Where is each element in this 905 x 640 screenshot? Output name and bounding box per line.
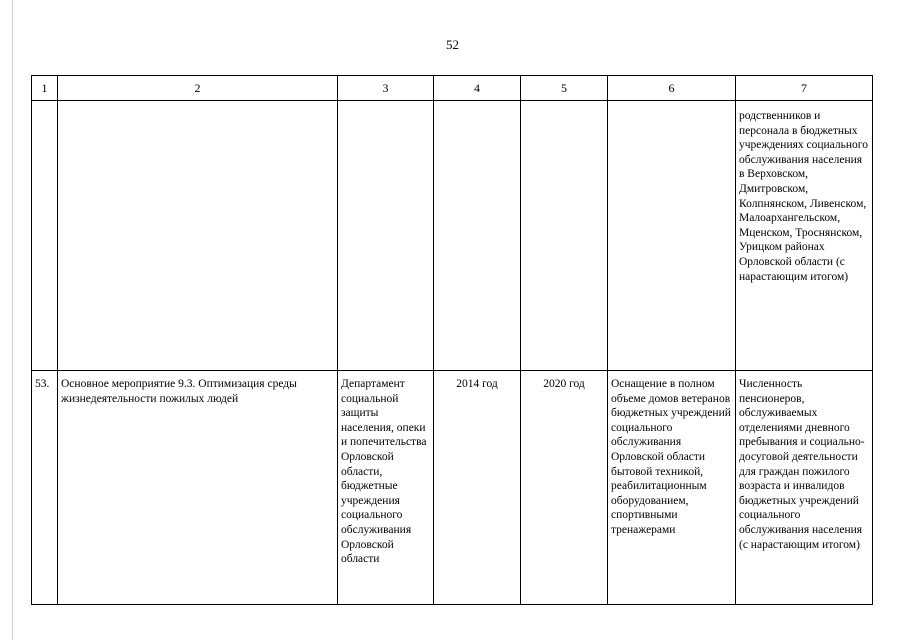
row-number-cell [32, 101, 58, 371]
executor-cell [338, 101, 434, 371]
start-year-cell: 2014 год [434, 371, 521, 605]
page-number: 52 [446, 37, 459, 52]
expected-result-cell: Оснащение в полном объеме домов ветеранов бюджетных учреждений социального обслуживания Орловской области бытовой техникой, реабилитационным оборудованием, спортивными тренажерами [608, 371, 736, 605]
executor-cell: Департамент социальной защиты населения, опеки и попечительства Орловской области, бюджетные учреждения социального обслуживания Орловской области [338, 371, 434, 605]
indicator-cell: родственников и персонала в бюджетных учреждениях социального обслуживания населения в Верховском, Дмитровском, Колпнянском, Ливенском, Малоархангельском, Мценском, Троснянском, Урицком районах Орловской области (с нарастающим итогом) [736, 101, 873, 371]
header-row [32, 76, 873, 101]
activity-cell: Основное мероприятие 9.3. Оптимизация среды жизнедеятельности пожилых людей [58, 371, 338, 605]
start-year-cell [434, 101, 521, 371]
row-number-cell: 53. [32, 371, 58, 605]
header-cell-4: 4 [434, 76, 521, 101]
end-year-cell [521, 101, 608, 371]
expected-result-cell [608, 101, 736, 371]
header-cell-6: 6 [608, 76, 736, 101]
header-cell-7: 7 [736, 76, 873, 101]
program-table [31, 75, 873, 605]
header-cell-2: 2 [58, 76, 338, 101]
table-row [32, 371, 873, 605]
header-cell-1: 1 [32, 76, 58, 101]
activity-cell [58, 101, 338, 371]
header-cell-3: 3 [338, 76, 434, 101]
end-year-cell: 2020 год [521, 371, 608, 605]
header-cell-5: 5 [521, 76, 608, 101]
page-edge-line [12, 0, 13, 640]
indicator-cell: Численность пенсионеров, обслуживаемых отделениями дневного пребывания и социально-досуговой деятельности для граждан пожилого возраста и инвалидов бюджетных учреждений социального обслуживания населения (с нарастающим итогом) [736, 371, 873, 605]
table-row [32, 101, 873, 371]
